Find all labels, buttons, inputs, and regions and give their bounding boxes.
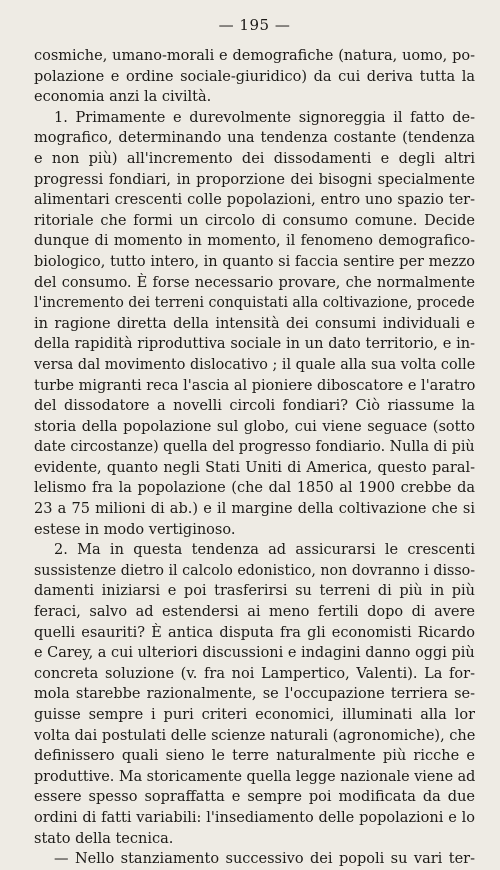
page-number: — 195 — xyxy=(218,16,291,34)
text-line: feraci, salvo ad estendersi ai meno fertili dopo di avere xyxy=(34,604,475,621)
text-line: 1. Primamente e durevolmente signoreggia il fatto de- xyxy=(54,109,475,126)
text-line: mografico, determinando una tendenza costante (tendenza xyxy=(34,130,475,147)
text-line: versa dal movimento dislocativo ; il quale alla sua volta colle xyxy=(34,356,475,373)
text-line: cosmiche, umano-morali e demografiche (natura, uomo, po- xyxy=(34,48,475,64)
text-line: mola starebbe razionalmente, se l'occupazione terriera se- xyxy=(34,686,475,703)
text-line: essere spesso sopraffatta e sempre poi modificata da due xyxy=(34,789,475,806)
text-line: damenti iniziarsi e poi trasferirsi su terreni di più in più xyxy=(34,583,475,600)
body-text xyxy=(34,46,475,870)
text-line: polazione e ordine sociale-giuridico) da cui deriva tutta la xyxy=(34,68,475,85)
text-line: definissero quali sieno le terre naturalmente più ricche e xyxy=(34,748,475,765)
text-line: date circostanze) quella del progresso fondiario. Nulla di più xyxy=(34,439,475,456)
text-line: stato della tecnica. xyxy=(34,830,174,847)
text-line: biologico, tutto intero, in quanto si faccia sentire per mezzo xyxy=(34,253,475,270)
text-line: concreta soluzione (v. fra noi Lampertico, Valenti). La for- xyxy=(34,665,475,682)
text-line: del dissodatore a novelli circoli fondiari? Ciò riassume la xyxy=(34,398,475,415)
text-line: storia della popolazione sul globo, cui viene seguace (sotto xyxy=(34,418,475,435)
text-line: e Carey, a cui ulteriori discussioni e indagini danno oggi più xyxy=(34,645,475,662)
text-line: dunque di momento in momento, il fenomeno demografico- xyxy=(34,233,475,250)
text-line: 2. Ma in questa tendenza ad assicurarsi le crescenti xyxy=(54,542,475,559)
text-line: progressi fondiari, in proporzione dei bisogni specialmente xyxy=(34,171,475,188)
book-page xyxy=(34,10,475,868)
text-line: ritoriale che formi un circolo di consumo comune. Decide xyxy=(34,212,475,229)
text-line: estese in modo vertiginoso. xyxy=(34,521,236,538)
text-line: l'incremento dei terreni conquistati alla coltivazione, procede xyxy=(34,295,475,312)
text-line: in ragione diretta della intensità dei consumi individuali e xyxy=(34,315,475,332)
text-line: economia anzi la civiltà. xyxy=(34,89,212,106)
text-line: evidente, quanto negli Stati Uniti di America, questo paral- xyxy=(34,459,475,476)
text-line: volta dai postulati delle scienze naturali (agronomiche), che xyxy=(34,727,475,744)
text-line: produttive. Ma storicamente quella legge nazionale viene ad xyxy=(34,768,475,785)
text-line: della rapidità riproduttiva sociale in un dato territorio, e in- xyxy=(34,336,475,353)
text-line: turbe migranti reca l'ascia al pioniere diboscatore e l'aratro xyxy=(34,377,475,394)
text-line: alimentari crescenti colle popolazioni, entro uno spazio ter- xyxy=(34,192,475,209)
text-line: ordini di fatti variabili: l'insediamento delle popolazioni e lo xyxy=(34,809,475,826)
text-line: e non più) all'incremento dei dissodamenti e degli altri xyxy=(34,150,475,167)
text-line: del consumo. È forse necessario provare, che normalmente xyxy=(34,274,475,291)
text-line: 23 a 75 milioni di ab.) e il margine della coltivazione che si xyxy=(34,501,475,518)
text-line: lelismo fra la popolazione (che dal 1850 al 1900 crebbe da xyxy=(34,480,475,497)
text-line: sussistenze dietro il calcolo edonistico, non dovranno i disso- xyxy=(34,562,475,579)
text-line: quelli esauriti? È antica disputa fra gli economisti Ricardo xyxy=(34,624,475,641)
text-line: guisse sempre i puri criteri economici, illuminati alla lor xyxy=(34,707,475,723)
text-line: — Nello stanziamento successivo dei popoli su vari ter- xyxy=(54,851,475,868)
